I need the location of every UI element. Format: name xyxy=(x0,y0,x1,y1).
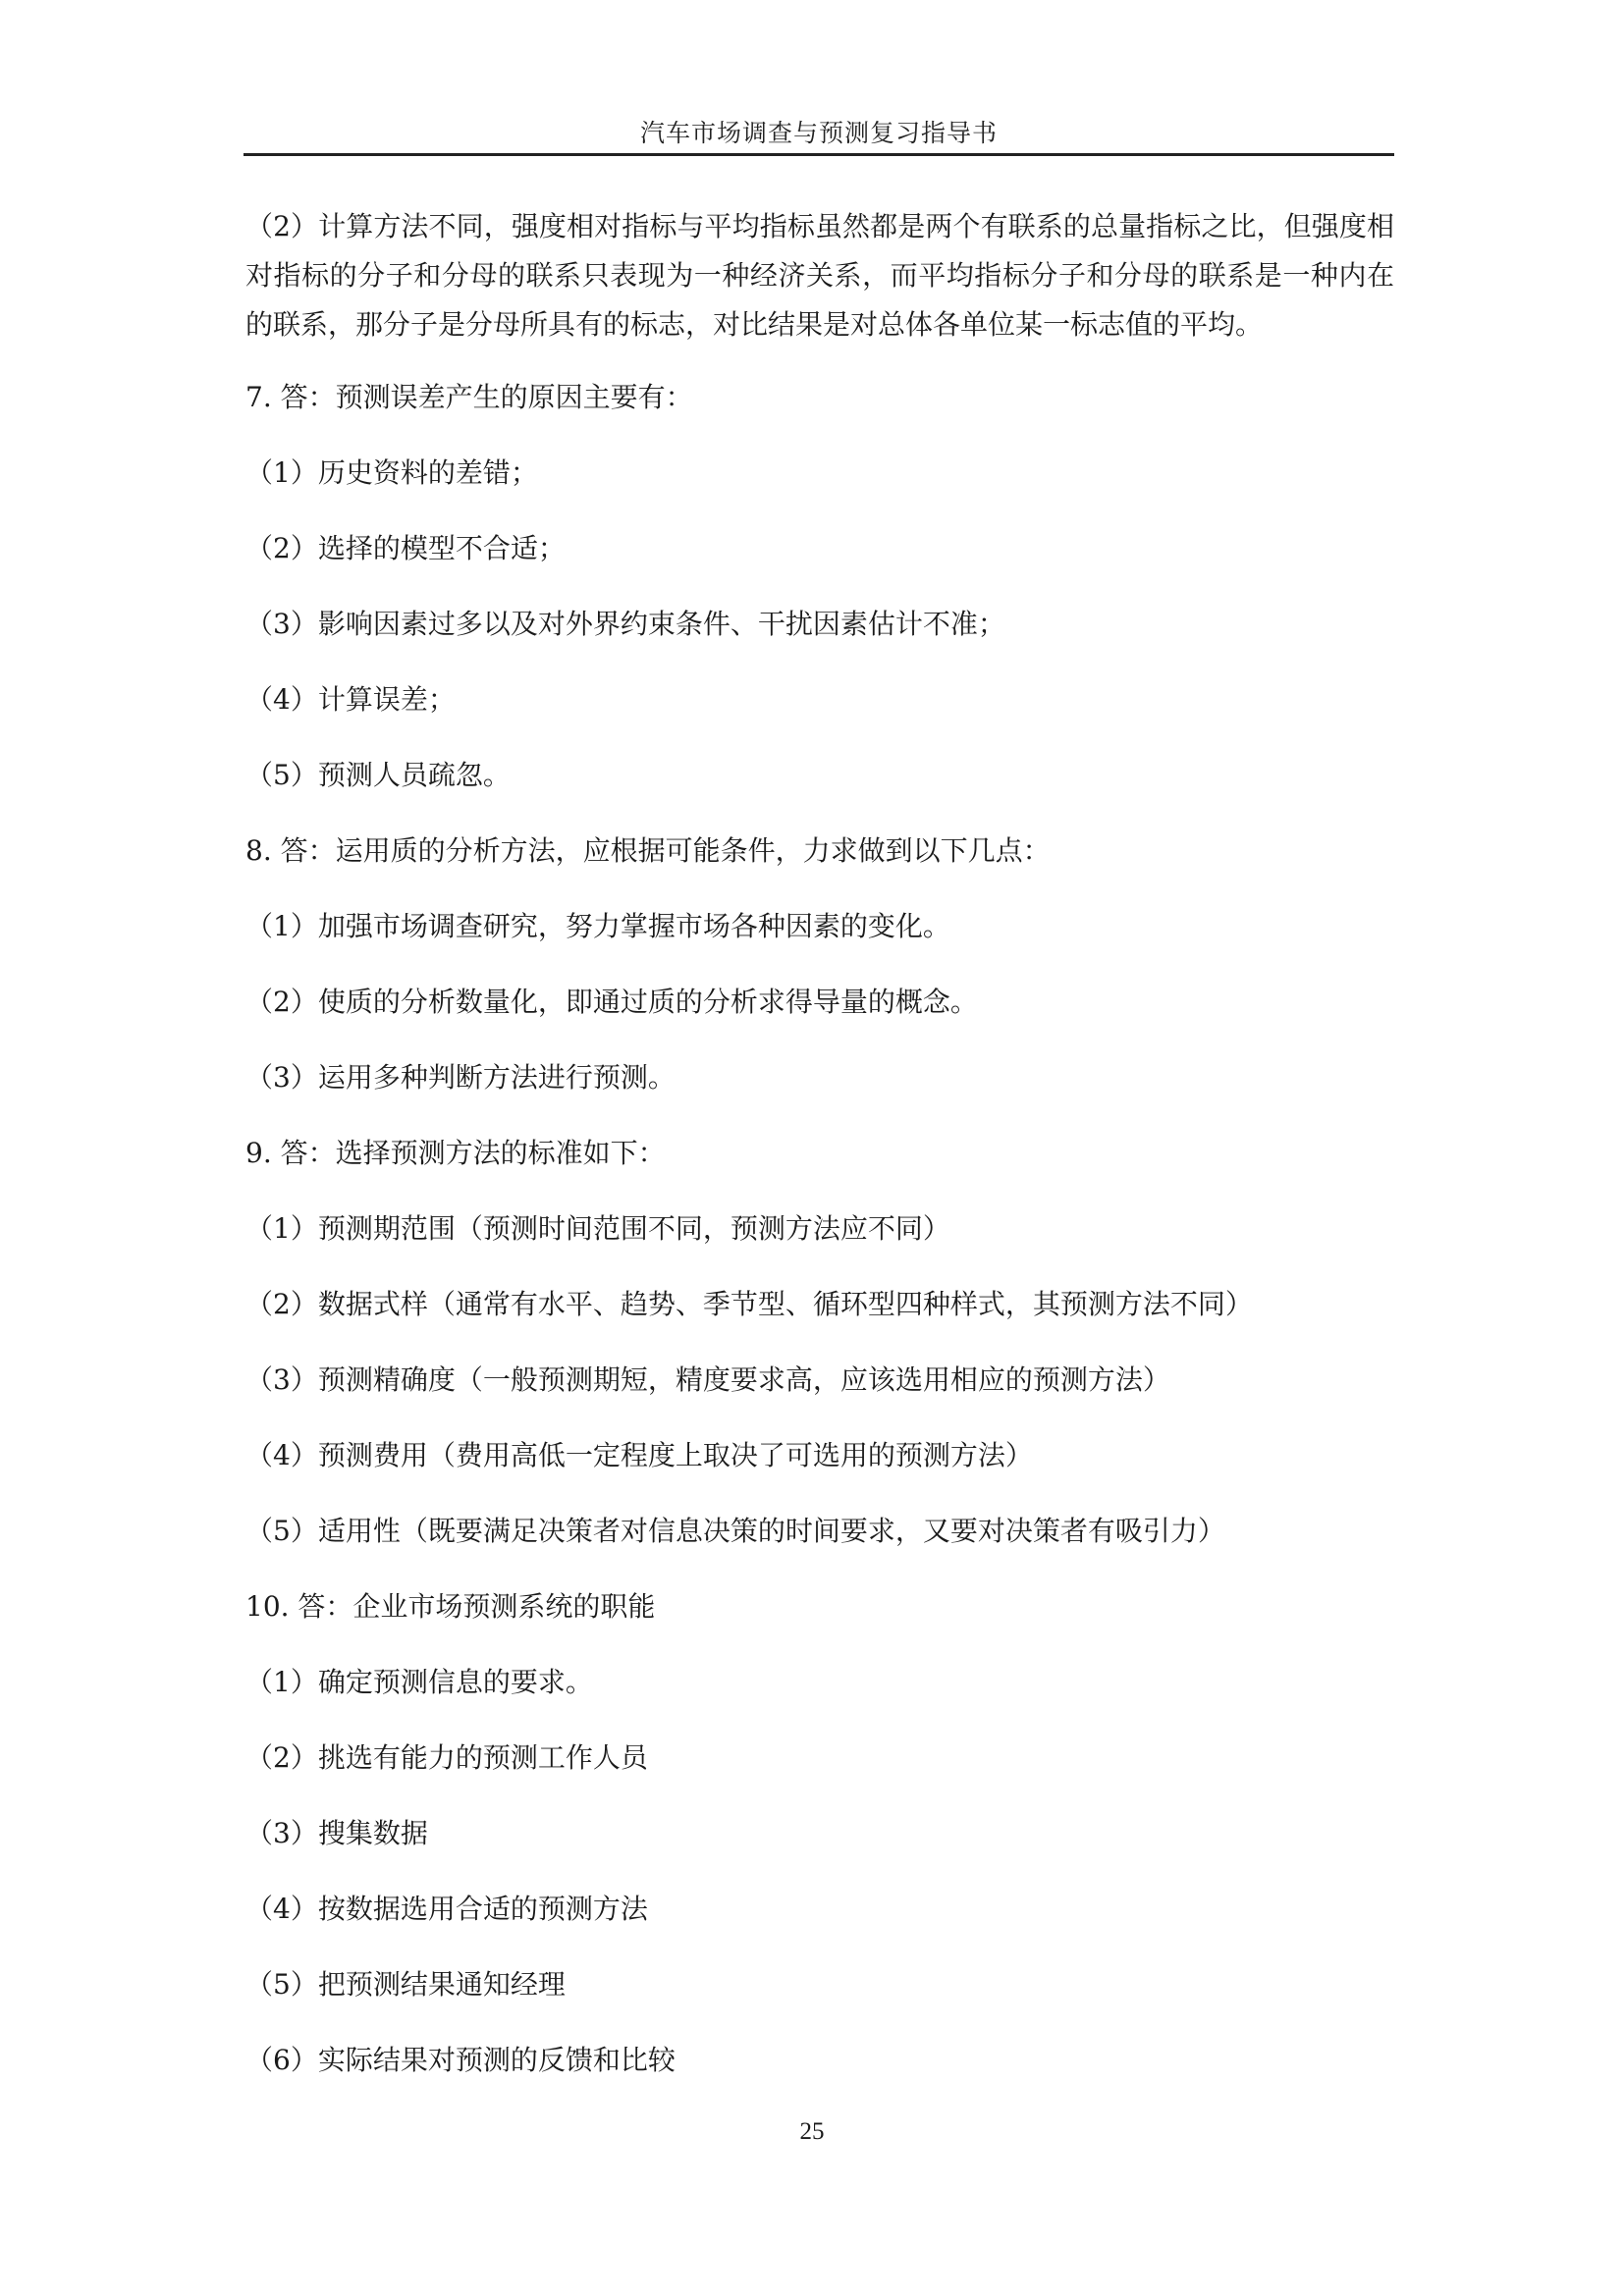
answer-9-item-1: （1）预测期范围（预测时间范围不同，预测方法应不同） xyxy=(245,1212,950,1245)
answer-7-item-3: （3）影响因素过多以及对外界约束条件、干扰因素估计不准； xyxy=(245,608,1005,640)
answer-10-item-1: （1）确定预测信息的要求。 xyxy=(245,1666,593,1698)
answer-10-item-6: （6）实际结果对预测的反馈和比较 xyxy=(245,2044,676,2076)
answer-7-item-1: （1）历史资料的差错； xyxy=(245,456,538,489)
answer-7-item-2: （2）选择的模型不合适； xyxy=(245,532,566,564)
paragraph-spacer xyxy=(245,349,1394,359)
answer-10-item-3: （3）搜集数据 xyxy=(245,1817,428,1849)
answer-7-heading: 7. 答：预测误差产生的原因主要有： xyxy=(245,381,693,413)
answer-8-item-2: （2）使质的分析数量化，即通过质的分析求得导量的概念。 xyxy=(245,986,978,1018)
answer-10-item-4: （4）按数据选用合适的预测方法 xyxy=(245,1893,648,1925)
answer-10-heading: 10. 答：企业市场预测系统的职能 xyxy=(245,1590,656,1623)
answer-10-item-5: （5）把预测结果通知经理 xyxy=(245,1968,566,2001)
header-divider xyxy=(244,153,1394,156)
answer-10-item-2: （2）挑选有能力的预测工作人员 xyxy=(245,1741,648,1774)
answer-7-item-4: （4）计算误差； xyxy=(245,683,456,716)
answer-9-heading: 9. 答：选择预测方法的标准如下： xyxy=(245,1137,666,1169)
running-header: 汽车市场调查与预测复习指导书 xyxy=(639,119,998,147)
page-number: 25 xyxy=(799,2118,825,2145)
answer-7-item-5: （5）预测人员疏忽。 xyxy=(245,759,511,791)
answer-8-item-3: （3）运用多种判断方法进行预测。 xyxy=(245,1061,676,1094)
answer-8-item-1: （1）加强市场调查研究，努力掌握市场各种因素的变化。 xyxy=(245,910,950,942)
answer-9-item-2: （2）数据式样（通常有水平、趋势、季节型、循环型四种样式，其预测方法不同） xyxy=(245,1288,1253,1320)
answer-9-item-4: （4）预测费用（费用高低一定程度上取决了可选用的预测方法） xyxy=(245,1439,1033,1471)
answer-9-item-3: （3）预测精确度（一般预测期短，精度要求高，应该选用相应的预测方法） xyxy=(245,1363,1170,1396)
page-body xyxy=(245,202,1394,2098)
answer-8-heading: 8. 答：运用质的分析方法，应根据可能条件，力求做到以下几点： xyxy=(245,834,1051,867)
answer-9-item-5: （5）适用性（既要满足决策者对信息决策的时间要求，又要对决策者有吸引力） xyxy=(245,1515,1225,1547)
intro-paragraph: （2）计算方法不同，强度相对指标与平均指标虽然都是两个有联系的总量指标之比，但强度相对指标的分子和分母的联系只表现为一种经济关系，而平均指标分子和分母的联系是一种内在的联系，那分子是分母所具有的标志，对比结果是对总体各单位某一标志值的平均。 xyxy=(245,210,1394,341)
